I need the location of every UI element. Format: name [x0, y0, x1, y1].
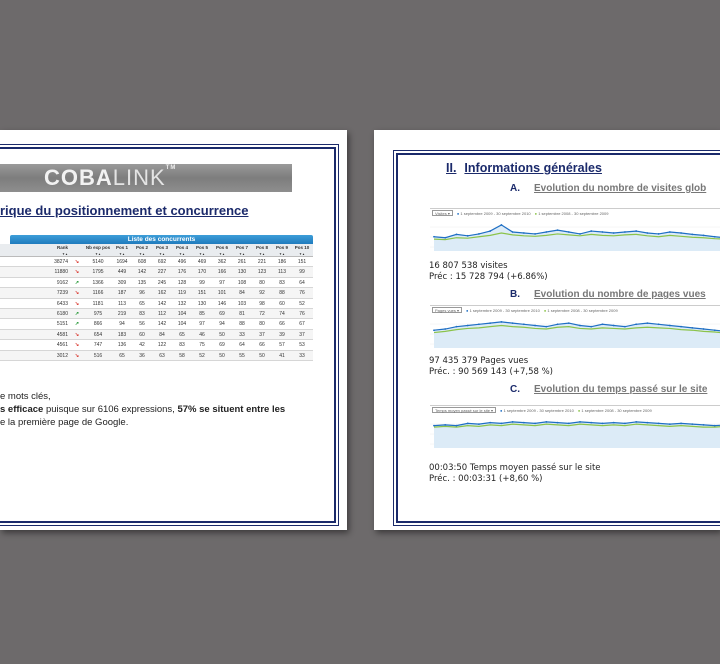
data-point[interactable]: [714, 236, 716, 238]
table-header-cell[interactable]: [70, 244, 84, 256]
table-cell: 85: [199, 310, 205, 317]
data-point[interactable]: [478, 233, 480, 235]
table-header-cell[interactable]: Pos 2 ▼▲: [135, 245, 148, 256]
data-point[interactable]: [444, 424, 446, 426]
legend-previous-period: ● 1 septembre 2008 - 30 septembre 2009: [534, 210, 609, 216]
data-point[interactable]: [534, 325, 536, 327]
table-cell: 75: [199, 342, 205, 349]
table-cell: 170: [197, 269, 207, 276]
data-point[interactable]: [523, 323, 525, 325]
table-header-cell[interactable]: Pos 6 ▼▲: [215, 245, 228, 256]
table-cell: 66: [259, 342, 265, 349]
table-cell: 3012: [56, 352, 68, 359]
metric-select[interactable]: Visites ▾: [432, 210, 453, 216]
table-cell: 57: [279, 342, 285, 349]
logo-tm: TM: [165, 165, 177, 171]
data-point[interactable]: [500, 321, 502, 323]
section-title: Informations générales: [464, 161, 602, 175]
data-point[interactable]: [669, 231, 671, 233]
table-cell: 142: [157, 321, 167, 328]
section-heading: [446, 161, 602, 175]
legend-current-period: ● 1 septembre 2009 - 30 septembre 2010: [500, 407, 574, 413]
table-cell: 5151: [56, 321, 68, 328]
data-point[interactable]: [444, 328, 446, 330]
data-point[interactable]: [489, 230, 491, 232]
table-cell: 1166: [92, 290, 104, 297]
right-page: [374, 130, 720, 530]
table-cell: 113: [118, 300, 126, 307]
table-cell: 56: [139, 321, 145, 328]
table-cell: 219: [117, 310, 127, 317]
pageviews-chart: [430, 305, 720, 355]
table-cell: 142: [157, 300, 167, 307]
table-cell: 37: [299, 331, 305, 338]
data-point[interactable]: [467, 423, 469, 425]
subsection-c-title: Evolution du temps passé sur le site: [534, 384, 708, 395]
data-point[interactable]: [602, 231, 604, 233]
table-cell: 97: [199, 321, 205, 328]
data-point[interactable]: [646, 232, 648, 234]
table-cell: 69: [219, 342, 225, 349]
data-point[interactable]: [534, 233, 536, 235]
table-cell: 113: [278, 269, 286, 276]
data-point[interactable]: [635, 323, 637, 325]
data-point[interactable]: [500, 224, 502, 226]
chart-legend: [430, 209, 720, 217]
subsection-a-title: Evolution du nombre de visites glob: [534, 183, 707, 194]
table-cell: 65: [119, 352, 125, 359]
data-point[interactable]: [467, 235, 469, 237]
data-point[interactable]: [680, 423, 682, 425]
table-cell: 50: [219, 352, 225, 359]
table-cell: 975: [93, 310, 103, 317]
table-cell: 38274: [54, 259, 68, 265]
table-cell: 119: [178, 290, 186, 297]
data-point[interactable]: [512, 231, 514, 233]
competitor-table-header: [0, 244, 313, 257]
data-point[interactable]: [658, 323, 660, 325]
pageviews-stats: [429, 356, 553, 377]
table-cell: 37: [259, 331, 265, 338]
table-cell: 94: [119, 321, 125, 328]
trend-down-icon: ↘: [74, 331, 80, 338]
data-point[interactable]: [568, 231, 570, 233]
table-cell: 4561: [56, 342, 68, 349]
data-point[interactable]: [669, 325, 671, 327]
table-row: [0, 309, 313, 319]
table-cell: 104: [177, 310, 187, 317]
table-cell: 39: [279, 331, 285, 338]
visits-stat-2: Préc : 15 728 794 (+6.86%): [429, 271, 548, 282]
table-cell: 33: [299, 352, 305, 359]
trend-up-icon: ↗: [74, 310, 80, 317]
table-cell: 80: [259, 321, 265, 328]
data-point[interactable]: [624, 231, 626, 233]
data-point[interactable]: [500, 423, 502, 425]
table-cell: 221: [257, 259, 267, 265]
table-cell: 151: [297, 259, 307, 265]
table-cell: 53: [299, 342, 305, 349]
text-mid: puisque sur 6106 expressions,: [43, 404, 178, 415]
time-stat-1: 00:03:50 Temps moyen passé sur le site: [429, 463, 601, 473]
table-cell: 63: [159, 352, 165, 359]
table-cell: 227: [157, 269, 167, 276]
trend-up-icon: ↗: [74, 279, 80, 286]
line-chart: [430, 217, 720, 257]
visits-chart: [430, 208, 720, 258]
data-point[interactable]: [658, 233, 660, 235]
table-header-cell[interactable]: Pos 10 ▼▲: [294, 245, 310, 256]
data-point[interactable]: [557, 323, 559, 325]
table-cell: 80: [259, 279, 265, 286]
logo-part1: COBA: [44, 165, 113, 190]
table-header-cell[interactable]: Pos 3 ▼▲: [155, 245, 168, 256]
table-cell: 64: [239, 342, 245, 349]
data-point[interactable]: [534, 423, 536, 425]
data-point[interactable]: [433, 329, 435, 331]
table-cell: 96: [139, 290, 145, 297]
table-cell: 99: [299, 269, 305, 276]
table-cell: 83: [139, 310, 145, 317]
table-cell: 132: [177, 300, 187, 307]
metric-select[interactable]: Pages vues ▾: [432, 307, 462, 313]
pageviews-stat-2: Préc. : 90 569 143 (+7,58 %): [429, 366, 553, 377]
data-point[interactable]: [444, 237, 446, 239]
section-number: II.: [446, 161, 457, 175]
table-cell: 64: [299, 279, 305, 286]
competitor-table: [0, 235, 313, 361]
data-point[interactable]: [635, 230, 637, 232]
left-page-text: [0, 390, 285, 429]
table-cell: 1366: [92, 279, 104, 286]
data-point[interactable]: [557, 229, 559, 231]
data-point[interactable]: [512, 421, 514, 423]
chart-legend: [430, 406, 720, 414]
data-point[interactable]: [456, 425, 458, 427]
table-cell: 130: [197, 300, 207, 307]
table-cell: 142: [137, 269, 147, 276]
data-point[interactable]: [680, 232, 682, 234]
series-area: [434, 225, 720, 251]
cobalink-logo: [0, 164, 292, 192]
data-point[interactable]: [478, 323, 480, 325]
table-cell: 76: [299, 290, 305, 297]
table-cell: 7239: [56, 290, 68, 297]
table-row: [0, 267, 313, 277]
table-cell: 41: [279, 352, 285, 359]
table-cell: 6180: [56, 310, 68, 317]
data-point[interactable]: [545, 421, 547, 423]
table-cell: 69: [219, 310, 225, 317]
table-cell: 81: [239, 310, 245, 317]
table-cell: 74: [279, 310, 285, 317]
table-cell: 83: [179, 342, 185, 349]
table-cell: 99: [199, 279, 205, 286]
table-cell: 92: [259, 290, 265, 297]
data-point[interactable]: [602, 323, 604, 325]
data-point[interactable]: [523, 422, 525, 424]
table-cell: 83: [279, 279, 285, 286]
data-point[interactable]: [613, 232, 615, 234]
left-page-heading: rique du positionnement et concurrence: [0, 203, 249, 218]
data-point[interactable]: [590, 326, 592, 328]
table-cell: 33: [239, 331, 245, 338]
data-point[interactable]: [691, 233, 693, 235]
subsection-b-heading: [510, 289, 706, 300]
table-cell: 151: [197, 290, 207, 297]
table-cell: 103: [237, 300, 247, 307]
table-cell: 866: [93, 321, 103, 328]
data-point[interactable]: [489, 322, 491, 324]
data-point[interactable]: [579, 233, 581, 235]
data-point[interactable]: [568, 322, 570, 324]
table-cell: 747: [93, 342, 103, 349]
subsection-c-letter: C.: [510, 384, 520, 395]
table-cell: 122: [157, 342, 167, 349]
table-cell: 66: [279, 321, 285, 328]
subsection-a-heading: [510, 183, 706, 194]
table-cell: 104: [177, 321, 187, 328]
data-point[interactable]: [433, 236, 435, 238]
table-cell: 245: [157, 279, 167, 286]
trend-up-icon: ↗: [74, 321, 80, 328]
table-cell: 58: [179, 352, 185, 359]
table-header-cell[interactable]: Nb exp pos ▼▲: [85, 245, 111, 256]
table-cell: 362: [217, 259, 227, 265]
table-cell: 128: [177, 279, 187, 286]
data-point[interactable]: [658, 423, 660, 425]
table-cell: 94: [219, 321, 225, 328]
table-cell: 183: [117, 331, 127, 338]
logo-part2: LINK: [112, 165, 166, 190]
table-cell: 187: [117, 290, 127, 297]
table-cell: 130: [237, 269, 247, 276]
data-point[interactable]: [703, 424, 705, 426]
data-point[interactable]: [590, 422, 592, 424]
data-point[interactable]: [691, 327, 693, 329]
subsection-b-letter: B.: [510, 289, 520, 300]
legend-previous-period: ● 1 septembre 2008 - 30 septembre 2009: [577, 407, 652, 413]
table-cell: 6433: [56, 300, 68, 307]
data-point[interactable]: [579, 421, 581, 423]
table-header-cell[interactable]: Pos 8 ▼▲: [255, 245, 268, 256]
data-point[interactable]: [635, 421, 637, 423]
table-cell: 98: [259, 300, 265, 307]
table-cell: 55: [239, 352, 245, 359]
text-bold-2: 57% se situent entre les: [177, 404, 286, 415]
table-cell: 60: [139, 331, 145, 338]
table-row: [0, 319, 313, 329]
table-cell: 60: [279, 300, 285, 307]
table-cell: 166: [217, 269, 227, 276]
data-point[interactable]: [613, 325, 615, 327]
table-header-cell[interactable]: Pos 9 ▼▲: [275, 245, 288, 256]
table-cell: 162: [157, 290, 167, 297]
table-cell: 449: [117, 269, 127, 276]
table-cell: 692: [157, 259, 167, 265]
table-cell: 72: [259, 310, 265, 317]
table-cell: 112: [158, 310, 166, 317]
competitor-table-body: [0, 257, 313, 361]
data-point[interactable]: [646, 422, 648, 424]
table-cell: 88: [279, 290, 285, 297]
data-point[interactable]: [478, 423, 480, 425]
visits-stats: [429, 261, 548, 282]
table-cell: 76: [299, 310, 305, 317]
table-row: [0, 257, 313, 267]
table-cell: 123: [257, 269, 267, 276]
data-point[interactable]: [433, 425, 435, 427]
table-cell: 36: [139, 352, 145, 359]
table-cell: 654: [93, 331, 103, 338]
legend-current-period: ● 1 septembre 2009 - 30 septembre 2010: [466, 307, 540, 313]
data-point[interactable]: [557, 422, 559, 424]
time-stat-2: Préc. : 00:03:31 (+8,60 %): [429, 473, 543, 484]
table-cell: 1181: [92, 300, 104, 307]
table-cell: 11880: [54, 269, 68, 276]
table-row: [0, 299, 313, 309]
metric-select[interactable]: Temps moyen passé sur le site ▾: [432, 407, 496, 413]
data-point[interactable]: [703, 234, 705, 236]
table-cell: 146: [217, 300, 227, 307]
table-cell: 52: [199, 352, 205, 359]
table-cell: 46: [199, 331, 205, 338]
table-cell: 261: [237, 259, 247, 265]
table-cell: 608: [137, 259, 147, 265]
table-cell: 176: [177, 269, 187, 276]
data-point[interactable]: [624, 423, 626, 425]
data-point[interactable]: [703, 328, 705, 330]
data-point[interactable]: [579, 325, 581, 327]
chart-legend: [430, 306, 720, 314]
competitor-table-title: Liste des concurrents: [10, 235, 313, 244]
legend-previous-period: ● 1 septembre 2008 - 30 septembre 2009: [543, 307, 618, 313]
data-point[interactable]: [714, 329, 716, 331]
data-point[interactable]: [691, 423, 693, 425]
table-cell: 50: [219, 331, 225, 338]
left-page: [0, 130, 347, 530]
data-point[interactable]: [669, 423, 671, 425]
table-cell: 50: [259, 352, 265, 359]
table-cell: 84: [239, 290, 245, 297]
table-cell: 67: [299, 321, 305, 328]
data-point[interactable]: [489, 422, 491, 424]
table-row: [0, 288, 313, 298]
data-point[interactable]: [456, 326, 458, 328]
table-cell: 84: [159, 331, 165, 338]
trend-down-icon: ↘: [74, 259, 80, 265]
line-chart: [430, 414, 720, 454]
table-cell: 108: [237, 279, 247, 286]
table-cell: 186: [277, 259, 287, 265]
data-point[interactable]: [456, 233, 458, 235]
table-row: [0, 351, 313, 361]
visits-stat-1: 16 807 538 visites: [429, 261, 508, 271]
data-point[interactable]: [590, 230, 592, 232]
table-row: [0, 278, 313, 288]
table-cell: 1694: [116, 259, 128, 265]
trend-down-icon: ↘: [74, 269, 80, 276]
data-point[interactable]: [545, 326, 547, 328]
table-cell: 136: [117, 342, 127, 349]
table-cell: 5140: [92, 259, 104, 265]
trend-down-icon: ↘: [74, 352, 80, 359]
text-bold-1: s efficace: [0, 404, 44, 415]
data-point[interactable]: [613, 422, 615, 424]
data-point[interactable]: [467, 325, 469, 327]
table-cell: 65: [179, 331, 185, 338]
data-point[interactable]: [680, 326, 682, 328]
data-point[interactable]: [512, 322, 514, 324]
time-on-site-chart: [430, 405, 720, 455]
data-point[interactable]: [545, 231, 547, 233]
text-line-3: e la première page de Google.: [0, 417, 129, 428]
table-cell: 9162: [56, 279, 68, 286]
table-header-cell[interactable]: Pos 1 ▼▲: [115, 245, 128, 256]
subsection-b-title: Evolution du nombre de pages vues: [534, 289, 706, 300]
data-point[interactable]: [714, 425, 716, 427]
table-header-cell[interactable]: Pos 4 ▼▲: [175, 245, 188, 256]
table-header-cell[interactable]: Pos 7 ▼▲: [235, 245, 248, 256]
table-cell: 4581: [56, 331, 68, 338]
table-cell: 309: [117, 279, 127, 286]
table-header-cell[interactable]: Rank ▼▲: [56, 245, 68, 256]
table-row: [0, 340, 313, 350]
data-point[interactable]: [624, 326, 626, 328]
subsection-a-letter: A.: [510, 183, 520, 194]
table-cell: 496: [177, 259, 187, 265]
data-point[interactable]: [602, 423, 604, 425]
subsection-c-heading: [510, 384, 707, 395]
data-point[interactable]: [568, 423, 570, 425]
table-cell: 469: [197, 259, 207, 265]
pageviews-stat-1: 97 435 379 Pages vues: [429, 356, 529, 366]
legend-current-period: ● 1 septembre 2009 - 30 septembre 2010: [456, 210, 531, 216]
table-cell: 42: [139, 342, 145, 349]
table-header-cell[interactable]: Pos 5 ▼▲: [195, 245, 208, 256]
trend-down-icon: ↘: [74, 300, 80, 307]
table-cell: 1795: [92, 269, 104, 276]
table-cell: 97: [219, 279, 225, 286]
trend-down-icon: ↘: [74, 342, 80, 349]
table-cell: 88: [239, 321, 245, 328]
table-row: [0, 330, 313, 340]
table-cell: 101: [217, 290, 227, 297]
table-cell: 516: [93, 352, 103, 359]
time-on-site-stats: [429, 463, 601, 484]
table-cell: 135: [137, 279, 147, 286]
line-chart: [430, 314, 720, 354]
trend-down-icon: ↘: [74, 290, 80, 297]
data-point[interactable]: [646, 322, 648, 324]
table-cell: 65: [139, 300, 145, 307]
text-line-1: e mots clés,: [0, 391, 51, 402]
data-point[interactable]: [523, 232, 525, 234]
text-line-2: [0, 403, 285, 416]
table-cell: 52: [299, 300, 305, 307]
